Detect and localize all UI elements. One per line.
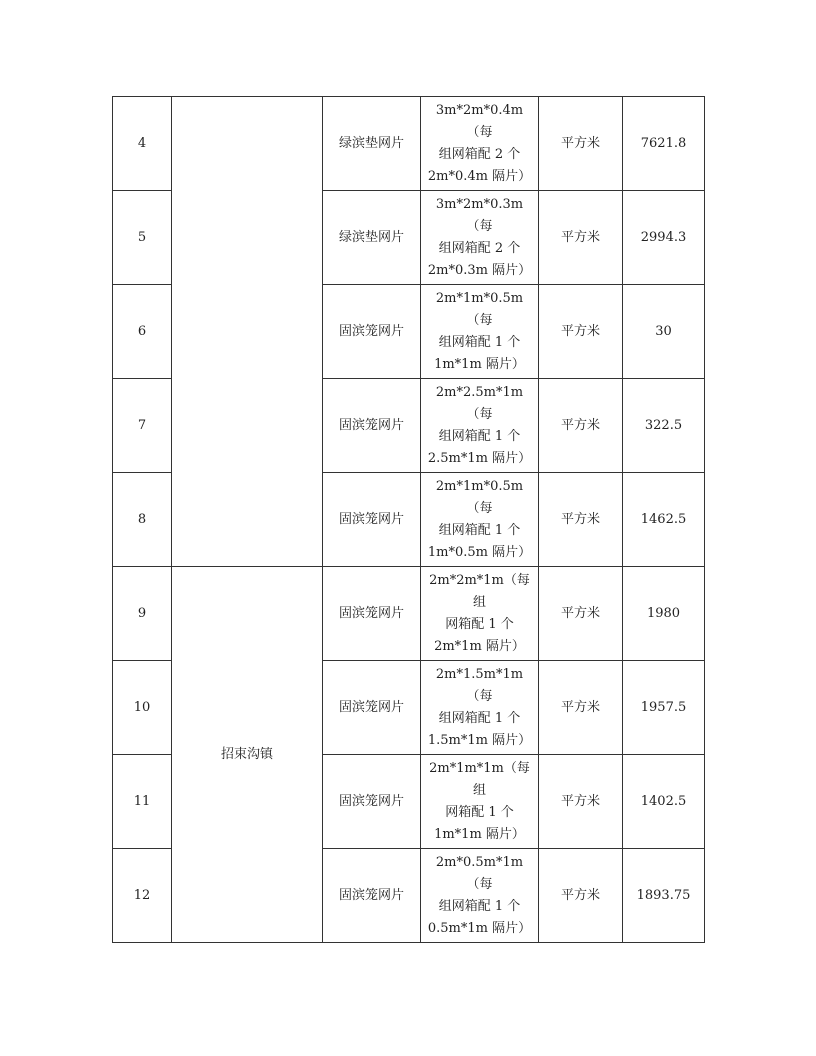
unit-cell: 平方米 [539, 379, 623, 473]
spec-cell [421, 379, 539, 473]
table-row [113, 567, 705, 661]
unit-cell: 平方米 [539, 567, 623, 661]
item-name-cell: 固滨笼网片 [323, 285, 421, 379]
spec-line: 组网箱配 1 个 [438, 522, 521, 538]
spec-line: 网箱配 1 个 [445, 804, 514, 820]
quantity-cell: 1402.5 [623, 755, 705, 849]
quantity-cell: 1980 [623, 567, 705, 661]
spec-line: 组网箱配 1 个 [438, 334, 521, 350]
spec-cell [421, 567, 539, 661]
spec-cell [421, 473, 539, 567]
spec-line: 3m*2m*0.3m（每 [435, 196, 524, 234]
row-number-cell: 8 [113, 473, 172, 567]
quantity-cell: 1957.5 [623, 661, 705, 755]
table-row [113, 97, 705, 191]
spec-cell [421, 661, 539, 755]
spec-cell [421, 755, 539, 849]
row-number-cell: 7 [113, 379, 172, 473]
row-number-cell: 12 [113, 849, 172, 943]
row-number-cell: 4 [113, 97, 172, 191]
item-name-cell: 固滨笼网片 [323, 473, 421, 567]
spec-line: 组网箱配 2 个 [438, 240, 521, 256]
spec-line: 2m*1m 隔片） [434, 638, 525, 654]
spec-line: 1m*0.5m 隔片） [427, 544, 532, 560]
spec-line: 2m*2.5m*1m（每 [435, 384, 524, 422]
spec-line: 1.5m*1m 隔片） [427, 732, 532, 748]
spec-cell [421, 97, 539, 191]
unit-cell: 平方米 [539, 473, 623, 567]
item-name-cell: 固滨笼网片 [323, 849, 421, 943]
spec-line: 组网箱配 1 个 [438, 710, 521, 726]
spec-table [112, 96, 705, 943]
spec-line: 1m*1m 隔片） [434, 826, 525, 842]
spec-line: 1m*1m 隔片） [434, 356, 525, 372]
unit-cell: 平方米 [539, 849, 623, 943]
spec-line: 2.5m*1m 隔片） [427, 450, 532, 466]
spec-line: 2m*1.5m*1m（每 [435, 666, 524, 704]
spec-line: 2m*0.4m 隔片） [427, 168, 532, 184]
unit-cell: 平方米 [539, 755, 623, 849]
location-cell: 招束沟镇 [172, 567, 323, 943]
item-name-cell: 固滨笼网片 [323, 755, 421, 849]
item-name-cell: 固滨笼网片 [323, 661, 421, 755]
quantity-cell: 30 [623, 285, 705, 379]
spec-line: 2m*1m*1m（每组 [429, 760, 530, 798]
spec-line: 网箱配 1 个 [445, 616, 514, 632]
item-name-cell: 固滨笼网片 [323, 567, 421, 661]
row-number-cell: 9 [113, 567, 172, 661]
spec-table-body [113, 97, 705, 943]
item-name-cell: 绿滨垫网片 [323, 97, 421, 191]
spec-line: 2m*2m*1m（每组 [429, 572, 530, 610]
quantity-cell: 322.5 [623, 379, 705, 473]
item-name-cell: 绿滨垫网片 [323, 191, 421, 285]
location-cell [172, 97, 323, 567]
spec-line: 组网箱配 1 个 [438, 428, 521, 444]
spec-cell [421, 285, 539, 379]
quantity-cell: 1462.5 [623, 473, 705, 567]
unit-cell: 平方米 [539, 191, 623, 285]
spec-line: 2m*0.3m 隔片） [427, 262, 532, 278]
spec-line: 0.5m*1m 隔片） [427, 920, 532, 936]
quantity-cell: 2994.3 [623, 191, 705, 285]
quantity-cell: 1893.75 [623, 849, 705, 943]
item-name-cell: 固滨笼网片 [323, 379, 421, 473]
spec-line: 3m*2m*0.4m（每 [435, 102, 524, 140]
unit-cell: 平方米 [539, 285, 623, 379]
spec-line: 2m*1m*0.5m（每 [435, 478, 524, 516]
unit-cell: 平方米 [539, 661, 623, 755]
quantity-cell: 7621.8 [623, 97, 705, 191]
spec-line: 2m*0.5m*1m（每 [435, 854, 524, 892]
spec-cell [421, 849, 539, 943]
row-number-cell: 10 [113, 661, 172, 755]
spec-cell [421, 191, 539, 285]
spec-line: 2m*1m*0.5m（每 [435, 290, 524, 328]
spec-line: 组网箱配 1 个 [438, 898, 521, 914]
row-number-cell: 11 [113, 755, 172, 849]
row-number-cell: 5 [113, 191, 172, 285]
spec-line: 组网箱配 2 个 [438, 146, 521, 162]
row-number-cell: 6 [113, 285, 172, 379]
unit-cell: 平方米 [539, 97, 623, 191]
